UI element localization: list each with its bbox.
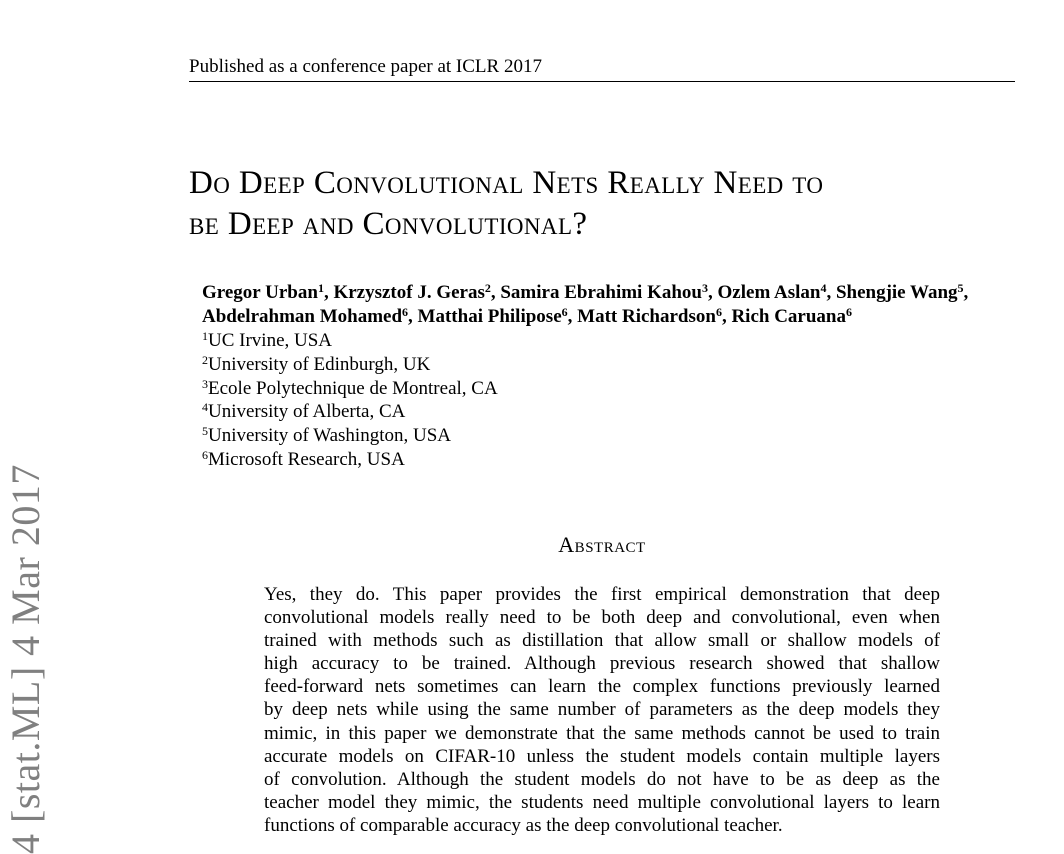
- affiliation: [202, 400, 498, 424]
- abstract-line: convolutional models really need to be both deep and convolutional, even when: [264, 607, 940, 629]
- arxiv-watermark: [2, 434, 46, 854]
- author-name: Abdelrahman Mohamed: [202, 306, 403, 327]
- affiliation-mark: 1: [202, 329, 208, 343]
- affiliation-mark: 6: [715, 305, 722, 319]
- author-name: Rich Caruana: [731, 306, 846, 327]
- affiliation-mark: 5: [957, 281, 964, 295]
- affiliation-mark: 6: [846, 305, 852, 319]
- author-name: Samira Ebrahimi Kahou: [500, 282, 703, 303]
- abstract-line: teacher model they mimic, the students need multiple convolutional layers to learn: [264, 791, 940, 813]
- affiliation-mark: 6: [402, 305, 409, 319]
- affiliation-mark: 2: [202, 352, 208, 367]
- affiliation: [202, 448, 498, 472]
- arxiv-watermark-text: 4 [stat.ML] 4 Mar 2017: [3, 464, 48, 854]
- title-line: Do Deep Convolutional Nets Really Need to: [189, 165, 824, 201]
- affiliation-text: University of Washington, USA: [208, 425, 452, 447]
- abstract-line: by deep nets while using the same number of parameters as the deep models they: [264, 699, 940, 721]
- affiliation-text: Microsoft Research, USA: [208, 448, 405, 470]
- affiliation-text: University of Alberta, CA: [208, 401, 406, 423]
- abstract-body: [264, 583, 940, 837]
- author-line: Abdelrahman Mohamed$^6$, Matthai Philipose$^6$, Matt Richardson$^6$, Rich Caruana$^6$: [202, 305, 852, 327]
- affiliation-mark: 3: [702, 281, 709, 295]
- author-name: Shengjie Wang: [835, 282, 958, 303]
- affiliation-mark: 6: [561, 305, 568, 319]
- affiliation-text: Ecole Polytechnique de Montreal, CA: [208, 377, 498, 399]
- affiliation: [202, 377, 498, 401]
- abstract-line: mimic, in this paper we demonstrate that the same methods cannot be used to train: [264, 722, 940, 744]
- affiliation-mark: 5: [202, 424, 208, 439]
- author-name: Gregor Urban: [202, 282, 318, 303]
- author-name: Matt Richardson: [577, 306, 716, 327]
- abstract-heading: Abstract: [558, 532, 646, 557]
- paper-title: [189, 163, 1029, 245]
- author-name: Ozlem Aslan: [717, 282, 821, 303]
- abstract-line: accurate models on CIFAR-10 unless the student models contain multiple layers: [264, 745, 940, 767]
- affiliation: [202, 424, 498, 448]
- abstract-line: high accuracy to be trained. Although previous research showed that shallow: [264, 653, 940, 675]
- affiliation-mark: 6: [202, 447, 208, 462]
- affiliation: [202, 329, 498, 353]
- affiliation-mark: 2: [484, 281, 491, 295]
- author-line: Gregor Urban$^1$, Krzysztof J. Geras$^2$, Samira Ebrahimi Kahou$^3$, Ozlem Aslan$^4$, Shengjie Wang$^5$,: [202, 281, 969, 303]
- affiliation-mark: 3: [202, 376, 208, 391]
- running-head: Published as a conference paper at ICLR 2017: [189, 55, 1015, 82]
- affiliation-list: [202, 329, 498, 472]
- affiliation-text: UC Irvine, USA: [208, 330, 333, 351]
- abstract-line: functions of comparable accuracy as the deep convolutional teacher.: [264, 814, 783, 836]
- affiliation-text: University of Edinburgh, UK: [208, 353, 431, 375]
- author-name: Matthai Philipose: [417, 306, 562, 327]
- title-line: be Deep and Convolutional?: [189, 206, 588, 242]
- affiliation-mark: 4: [820, 281, 827, 295]
- affiliation-mark: 4: [202, 400, 208, 415]
- author-list: [202, 281, 1062, 329]
- abstract-line: feed-forward nets sometimes can learn the complex functions previously learned: [264, 676, 940, 698]
- affiliation-mark: 1: [317, 281, 324, 295]
- abstract-line: trained with methods such as distillation that allow small or shallow models of: [264, 630, 940, 652]
- abstract-line: Yes, they do. This paper provides the first empirical demonstration that deep: [264, 584, 940, 605]
- author-name: Krzysztof J. Geras: [333, 282, 485, 303]
- affiliation: [202, 353, 498, 377]
- abstract-line: of convolution. Although the student models do not have to be as deep as the: [264, 768, 940, 790]
